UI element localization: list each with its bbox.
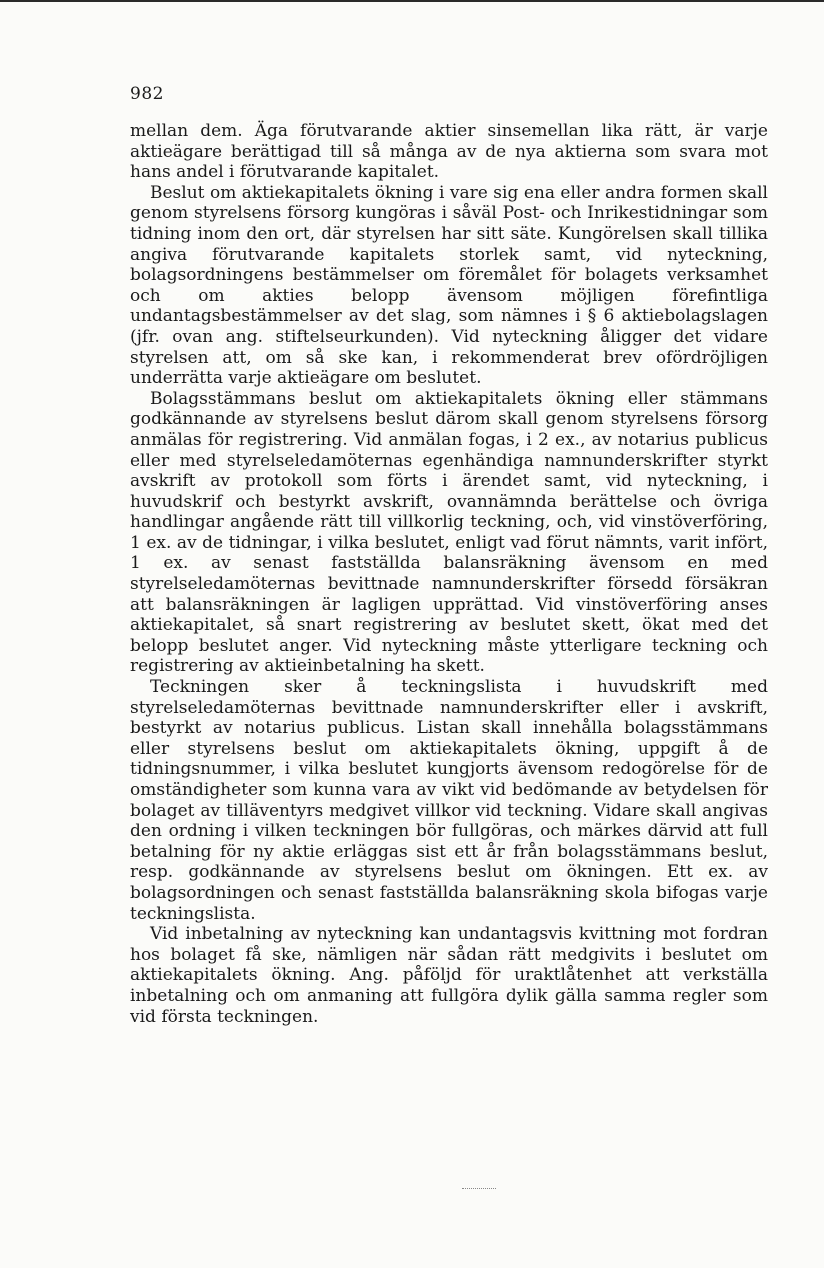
page-top-edge: [0, 0, 824, 2]
paragraph-2: Beslut om aktiekapitalets ökning i vare sig ena eller andra formen skall genom styrelsens försorg kungöras i såväl Post- och Inrikestidningar som tidning inom den ort, där styrelsen har sitt säte. Kungörelsen skall tillika angiva förutvarande kapitalets storlek samt, vid nyteckning, bolagsordningens bestämmelser om föremålet för bolagets verksamhet och om akties belopp ävensom möjligen förefintliga undantagsbestämmelser av det slag, som nämnes i § 6 aktiebolagslagen (jfr. ovan ang. stiftelseurkunden). Vid nyteckning åligger det vidare styrelsen att, om så ske kan, i rekommenderat brev ofördröjligen underrätta varje aktieägare om beslutet.: [130, 182, 768, 389]
page-body: [130, 121, 768, 1027]
paragraph-4: Teckningen sker å teckningslista i huvudskrift med styrelseledamöternas bevittnade namnunderskrifter eller i avskrift, bestyrkt av notarius publicus. Listan skall innehålla bolagsstämmans eller styrelsens beslut om aktiekapitalets ökning, uppgift å de tidningsnummer, i vilka beslutet kungjorts ävensom redogörelse för de omständigheter som kunna vara av vikt vid bedömande av betydelsen för bolaget av tilläventyrs medgivet villkor vid teckning. Vidare skall angivas den ordning i vilken teckningen bör fullgöras, och märkes därvid att full betalning för ny aktie erläggas sist ett år från bolagsstämmans beslut, resp. godkännande av styrelsens beslut om ökningen. Ett ex. av bolagsordningen och senast fastställda balansräkning skola bifogas varje teckningslista.: [130, 677, 768, 924]
paragraph-5: Vid inbetalning av nyteckning kan undantagsvis kvittning mot fordran hos bolaget få ske, nämligen när sådan rätt medgivits i beslutet om aktiekapitalets ökning. Ang. påföljd för uraktlåtenhet att verkställa inbetalning och om anmaning att fullgöra dylik gälla samma regler som vid första teckningen.: [130, 924, 768, 1027]
paragraph-3: Bolagsstämmans beslut om aktiekapitalets ökning eller stämmans godkännande av styrelsens beslut därom skall genom styrelsens försorg anmälas för registrering. Vid anmälan fogas, i 2 ex., av notarius publicus eller med styrelseledamöternas egenhändiga namnunderskrifter styrkt avskrift av protokoll som förts i ärendet samt, vid nyteckning, i huvudskrif och bestyrkt avskrift, ovannämnda berättelse och övriga handlingar angående rätt till villkorlig teckning, och, vid vinstöverföring, 1 ex. av de tidningar, i vilka beslutet, enligt vad förut nämnts, varit infört, 1 ex. av senast fastställda balansräkning ävensom en med styrelseledamöternas bevittnade namnunderskrifter försedd försäkran att balansräkningen är lagligen upprättad. Vid vinstöverföring anses aktiekapitalet, så snart registrering av beslutet skett, ökat med det belopp beslutet anger. Vid nyteckning måste ytterligare teckning och registrering av aktieinbetalning ha skett.: [130, 388, 768, 677]
page-number: 982: [130, 84, 164, 104]
scan-artifact-mark: [462, 1188, 496, 1191]
paragraph-1: mellan dem. Äga förutvarande aktier sinsemellan lika rätt, är varje aktieägare berättigad till så många av de nya aktierna som svara mot hans andel i förutvarande kapitalet.: [130, 121, 768, 183]
